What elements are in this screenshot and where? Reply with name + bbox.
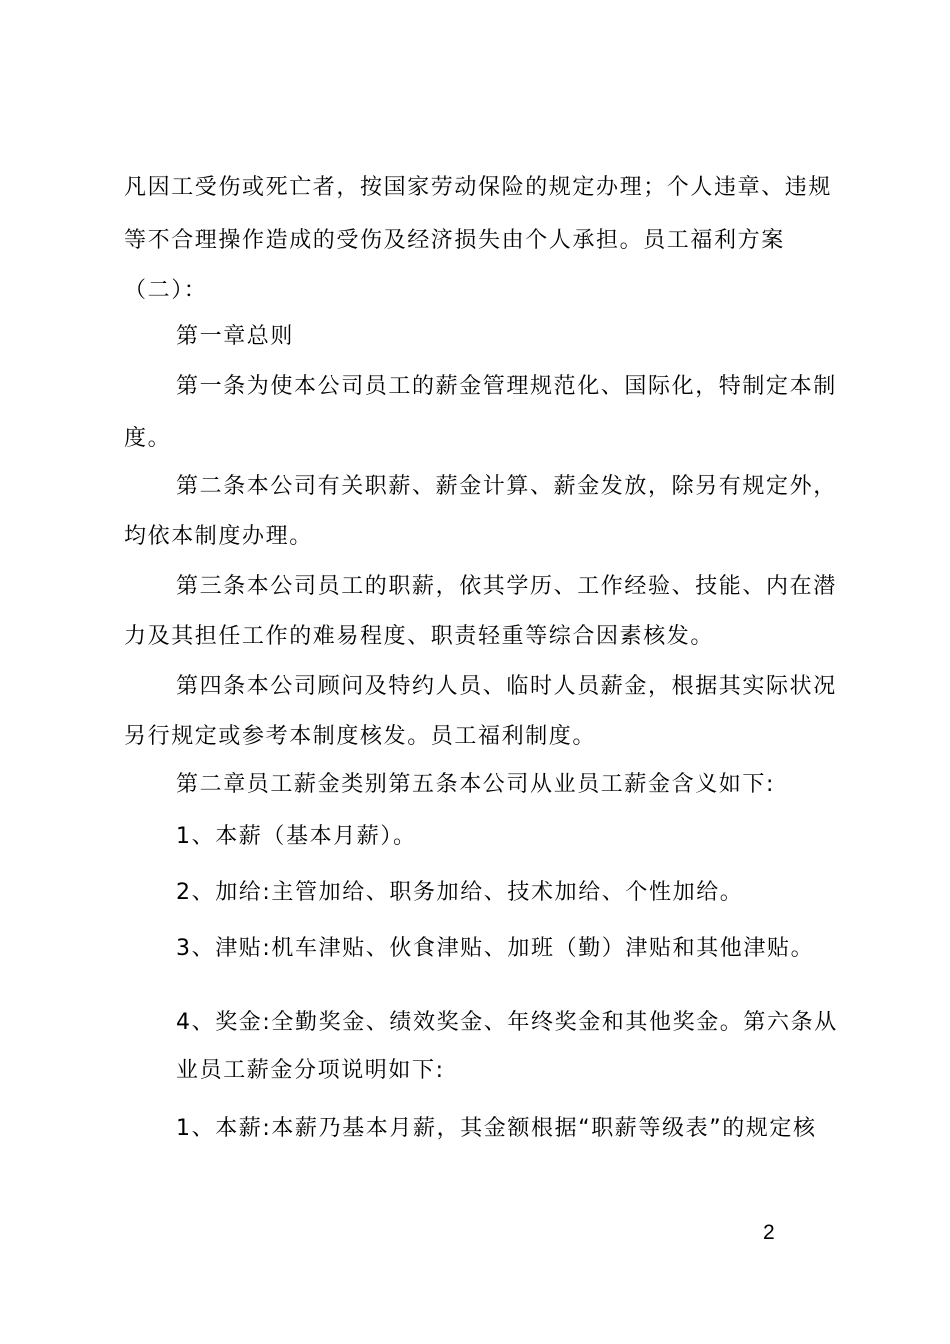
section-heading: 第一章总则 <box>176 324 295 349</box>
list-item: 3、津贴:机车津贴、伙食津贴、加班（勤）津贴和其他津贴。 <box>176 936 815 961</box>
text-line: 第三条本公司员工的职薪，依其学历、工作经验、技能、内在潜 <box>176 574 837 599</box>
list-item: 2、加给:主管加给、职务加给、技术加给、个性加给。 <box>176 880 744 905</box>
text-line: 第四条本公司顾问及特约人员、临时人员薪金，根据其实际状况 <box>176 674 837 699</box>
text-line: 均依本制度办理。 <box>124 524 313 549</box>
text-line: 另行规定或参考本制度核发。员工福利制度。 <box>124 724 597 749</box>
text-line: 第一条为使本公司员工的薪金管理规范化、国际化，特制定本制 <box>176 374 837 399</box>
text-line: （二）： <box>124 278 208 303</box>
list-item: 1、本薪:本薪乃基本月薪，其金额根据“职薪等级表”的规定核 <box>176 1116 817 1141</box>
text-line: 第二条本公司有关职薪、薪金计算、薪金发放，除另有规定外， <box>176 474 837 499</box>
text-line: 凡因工受伤或死亡者，按国家劳动保险的规定办理；个人违章、违规 <box>124 175 833 200</box>
text-line: 度。 <box>124 426 172 451</box>
list-item: 4、奖金:全勤奖金、绩效奖金、年终奖金和其他奖金。第六条从 <box>176 1010 838 1035</box>
list-item: 1、本薪（基本月薪）。 <box>176 824 417 849</box>
text-line: 业员工薪金分项说明如下: <box>176 1058 445 1083</box>
page-number: 2 <box>763 1221 775 1244</box>
text-line: 等不合理操作造成的受伤及经济损失由个人承担。员工福利方案 <box>124 228 785 253</box>
section-heading: 第二章员工薪金类别第五条本公司从业员工薪金含义如下: <box>176 772 776 797</box>
text-line: 力及其担任工作的难易程度、职责轻重等综合因素核发。 <box>124 624 715 649</box>
